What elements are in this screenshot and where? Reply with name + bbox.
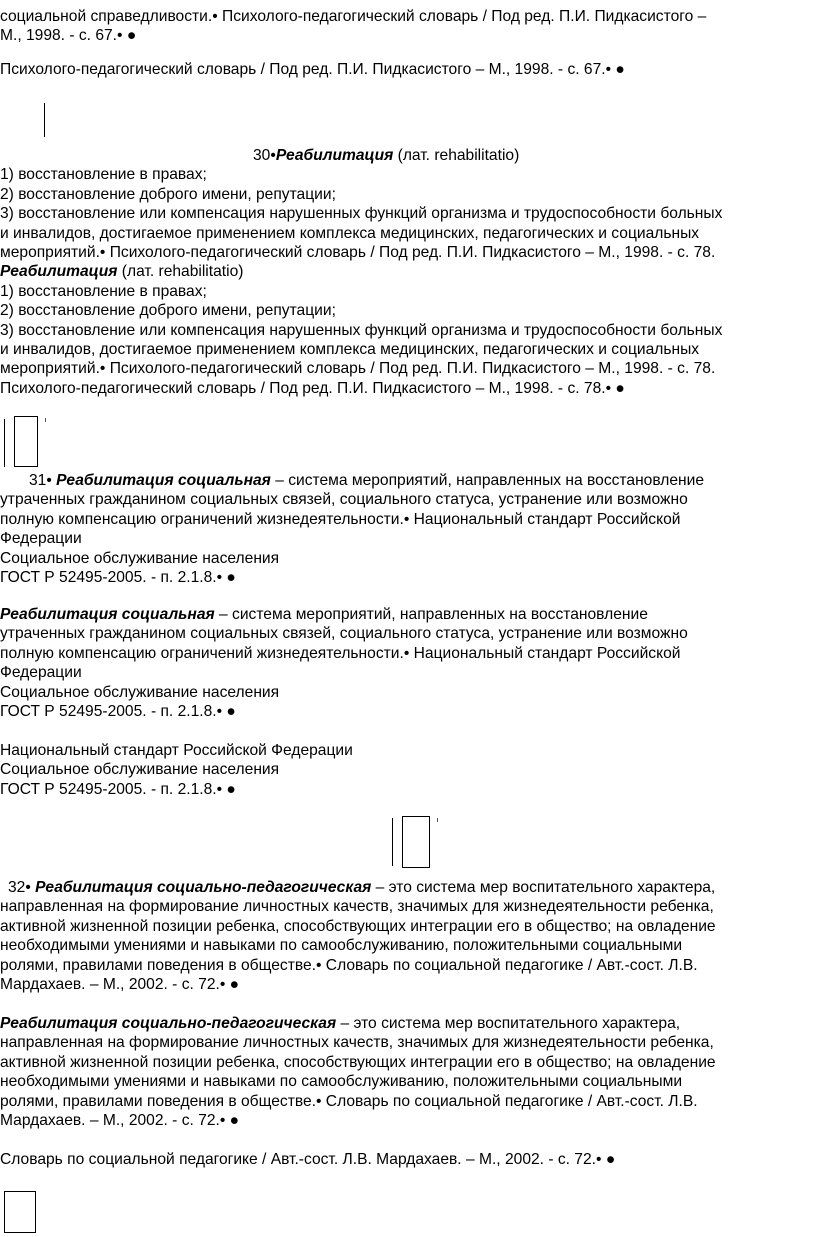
entry-heading: 32• Реабилитация социально-педагогическая – это система мер воспитательного характера,	[8, 879, 716, 896]
term: Реабилитация социально-педагогическая	[35, 879, 372, 896]
page-break-marker	[4, 419, 5, 467]
page-break-marker	[44, 103, 45, 137]
entry-heading: 31• Реабилитация социальная – система мероприятий, направленных на восстановление	[29, 472, 705, 489]
entry-29-tail	[0, 7, 816, 46]
frame-box	[14, 416, 38, 467]
term: Реабилитация социально-педагогическая	[0, 1015, 337, 1032]
entry-31-repeat: Реабилитация социальная – система мероприятий, направленных на восстановление утраченных гражданином социальных связей, социального статуса, устранение или возможно полную компенсацию ограничений жизнедеятельности.• Национальный стандарт Российской Федерации Социальное обслуживание населения ГОСТ Р 52495-2005. - п. 2.1.8.• ●	[0, 606, 688, 721]
entry-heading-repeat: Реабилитация (лат. rehabilitatio)	[0, 263, 244, 281]
frame-box	[402, 816, 430, 868]
entry-32: 32• Реабилитация социально-педагогическая – это система мер воспитательного характера, направленная на формирование личностных качеств, значимых для жизнедеятельности ребенка, активной жизненной позиции ребенка, способствующих интеграции его в общество; на овладение необходимыми умениями и навыками по самообслуживанию, положительными социальными ролями, правилами поведения в обществе.• Словарь по социальной педагогике / Авт.-сост. Л.В. Мардахаев. – М., 2002. - с. 72.• ●	[0, 878, 816, 994]
tick-mark	[45, 418, 46, 422]
entry-heading: 30•Реабилитация (лат. rehabilitatio)	[253, 147, 520, 164]
frame-box	[4, 1191, 36, 1233]
term: Реабилитация	[275, 147, 394, 164]
term: Реабилитация социальная	[56, 472, 271, 489]
entry-30: 30•Реабилитация (лат. rehabilitatio) 1) восстановление в правах; 2) восстановление доброго имени, репутации; 3) восстановление или компенсация нарушенных функций организма и трудоспособности больных и инвалидов, достигаемое применением комплекса медицинских, педагогических и социальных мероприятий.• Психолого-педагогический словарь / Под ред. П.И. Пидкасистого – М., 1998. - с. 78. Реабилитация (лат. rehabilitatio) 1) восстановление в правах; 2) восстановление доброго имени, репутации; 3) восстановление или компенсация нарушенных функций организма и трудоспособности больных и инвалидов, достигаемое применением комплекса медицинских, педагогических и социальных мероприятий.• Психолого-педагогический словарь / Под ред. П.И. Пидкасистого – М., 1998. - с. 78. Психолого-педагогический словарь / Под ред. П.И. Пидкасистого – М., 1998. - с. 78.• ●	[0, 146, 816, 398]
entry-31: 31• Реабилитация социальная – система мероприятий, направленных на восстановление утраченных гражданином социальных связей, социального статуса, устранение или возможно полную компенсацию ограничений жизнедеятельности.• Национальный стандарт Российской Федерации Социальное обслуживание населения ГОСТ Р 52495-2005. - п. 2.1.8.• ●	[0, 471, 816, 587]
term: Реабилитация социальная	[0, 606, 215, 623]
tick-mark	[437, 818, 438, 822]
text-line: социальной справедливости.• Психолого-педагогический словарь / Под ред. П.И. Пидкасистого –	[0, 8, 707, 25]
source-line: Психолого-педагогический словарь / Под ред. П.И. Пидкасистого – М., 1998. - с. 67.• ●	[0, 61, 625, 78]
entry-31-source: Национальный стандарт Российской Федерации Социальное обслуживание населения ГОСТ Р 52495-2005. - п. 2.1.8.• ●	[0, 742, 353, 798]
page-break-marker	[392, 818, 393, 866]
text-line: М., 1998. - с. 67.• ●	[0, 27, 137, 45]
entry-32-repeat: Реабилитация социально-педагогическая – это система мер воспитательного характера, направленная на формирование личностных качеств, значимых для жизнедеятельности ребенка, активной жизненной позиции ребенка, способствующих интеграции его в общество; на овладение необходимыми умениями и навыками по самообслуживанию, положительными социальными ролями, правилами поведения в обществе.• Словарь по социальной педагогике / Авт.-сост. Л.В. Мардахаев. – М., 2002. - с. 72.• ●	[0, 1015, 716, 1130]
entry-32-source: Словарь по социальной педагогике / Авт.-сост. Л.В. Мардахаев. – М., 2002. - с. 72.• ●	[0, 1151, 616, 1168]
